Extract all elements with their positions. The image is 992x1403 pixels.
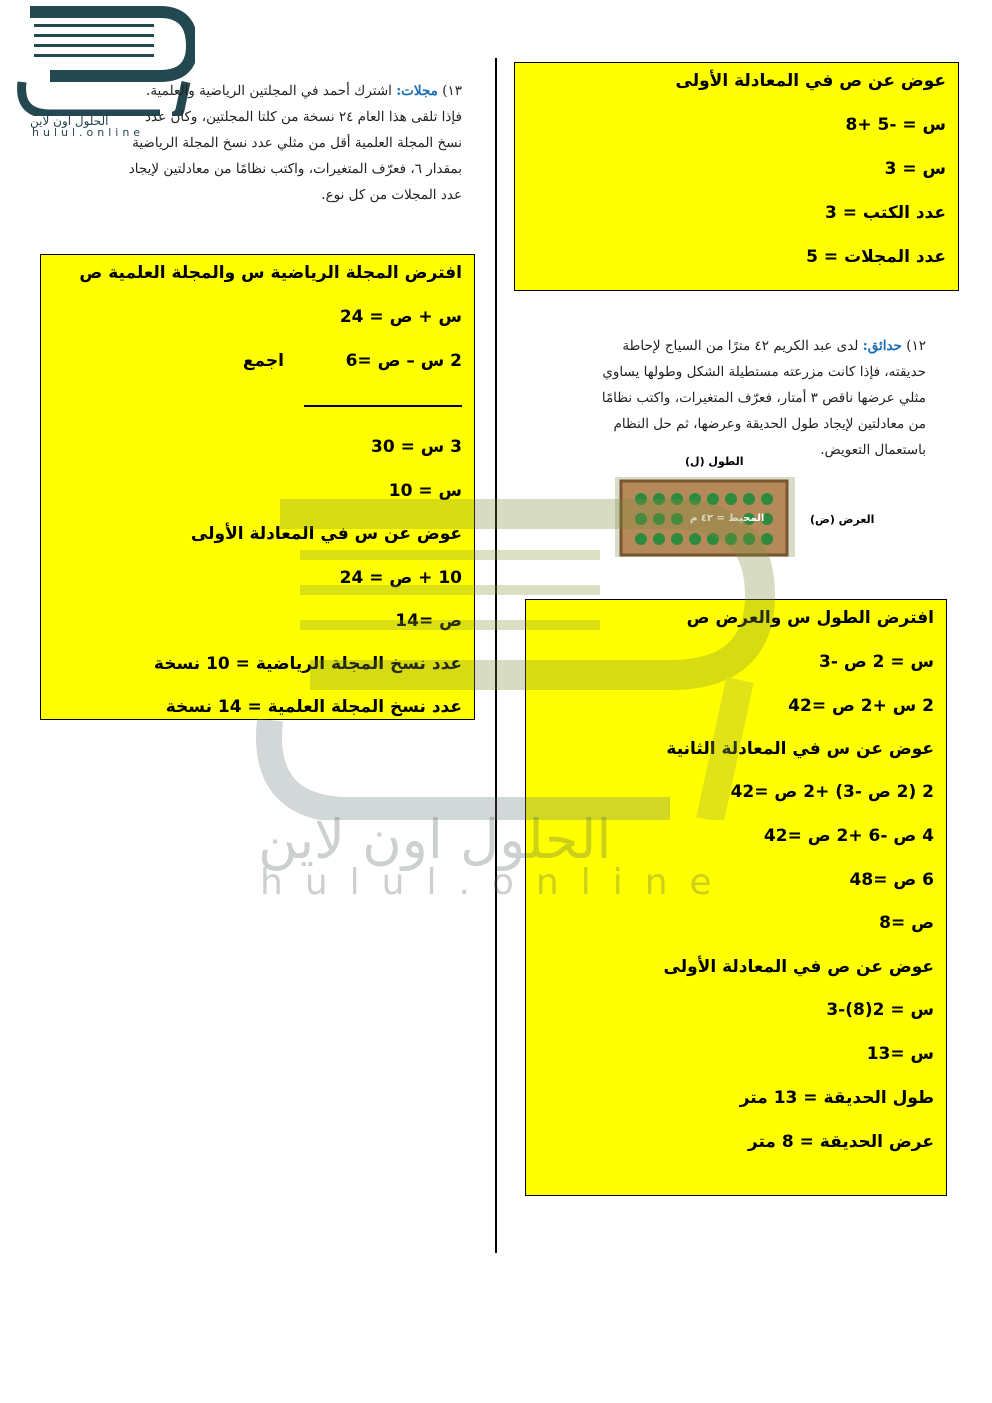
problem-12-label: حدائق: [862, 338, 902, 354]
watermark-domain-text: hulul.online [260, 862, 734, 903]
problem-12-text [548, 333, 926, 463]
answer-line: طول الحديقة = 13 متر [739, 1088, 934, 1108]
answer-line: س =13 [866, 1044, 934, 1064]
answer-line: 10 + ص = 24 [339, 568, 462, 588]
problem-13-text [70, 78, 462, 208]
answer-line: عرض الحديقة = 8 متر [747, 1132, 934, 1152]
watermark-sub-text: الحلول اون لاين [258, 808, 612, 871]
garden-perimeter-label: المحيط = ٤٢ م [690, 513, 765, 524]
answer-line: عدد نسخ المجلة الرياضية = 10 نسخة [153, 654, 462, 674]
answer-line: س = -5 +8 [845, 115, 946, 135]
answer-line: 2 س +2 ص =42 [788, 696, 934, 716]
answer-line: ص =14 [395, 611, 462, 631]
answer-line: 2 س – ص =6 [345, 351, 462, 371]
problem-12-line-5: باستعمال التعويض. [820, 442, 926, 458]
sum-rule-line [304, 405, 462, 407]
garden-length-label: الطول (ل) [685, 455, 744, 468]
problem-13-line-4: بمقدار ٦، فعرّف المتغيرات، واكتب نظامًا من معادلتين لإيجاد [128, 161, 462, 177]
answer-line: ص =8 [879, 913, 934, 933]
problem-12-line-1 [548, 333, 926, 359]
answer-line: افترض المجلة الرياضية س والمجلة العلمية ص [79, 263, 462, 283]
answer-line: س = 3 [884, 159, 946, 179]
problem-13-line-3: نسخ المجلة العلمية أقل من مثلي عدد نسخ المجلة الرياضية [132, 135, 462, 151]
answer-line: عوض عن ص في المعادلة الأولى [663, 957, 934, 977]
logo-sub-text: الحلول اون لاين [30, 114, 109, 128]
answer-box-left [40, 254, 475, 720]
answer-line: عوض عن س في المعادلة الثانية [666, 739, 934, 759]
problem-13-line-1 [70, 78, 462, 104]
answer-line: عوض عن س في المعادلة الأولى [190, 524, 462, 544]
problem-12-number: ١٢) [906, 338, 926, 354]
answer-line: 2 (2 ص -3) +2 ص =42 [730, 782, 934, 802]
garden-figure [595, 455, 905, 580]
side-note-add: اجمع [242, 351, 284, 371]
answer-line: 3 س = 30 [371, 437, 462, 457]
answer-line: عدد الكتب = 3 [824, 203, 946, 223]
logo-domain-text: hulul.online [32, 126, 145, 139]
answer-box-bottom-right [525, 599, 947, 1196]
answer-line: س = 2 ص -3 [819, 652, 934, 672]
answer-box-top-right [514, 62, 959, 291]
problem-12-line-2: حديقته، فإذا كانت مزرعته مستطيلة الشكل وطولها يساوي [602, 364, 926, 380]
problem-12-line-4: من معادلتين لإيجاد طول الحديقة وعرضها، ثم حل النظام [613, 416, 926, 432]
problem-12-text-1: لدى عبد الكريم ٤٢ مترًا من السياج لإحاطة [622, 338, 859, 354]
problem-13-label: مجلات: [396, 83, 438, 99]
answer-line: 4 ص -6 +2 ص =42 [763, 826, 934, 846]
problem-13-line-2: فإذا تلقى هذا العام ٢٤ نسخة من كلتا المجلتين، وكان عدد [145, 109, 462, 125]
problem-13-line-5: عدد المجلات من كل نوع. [321, 187, 462, 203]
column-divider [495, 58, 497, 1253]
answer-line: 6 ص =48 [849, 870, 934, 890]
problem-12-line-3: مثلي عرضها ناقص ٣ أمتار، فعرّف المتغيرات، واكتب نظامًا [601, 390, 926, 406]
answer-line: افترض الطول س والعرض ص [686, 608, 934, 628]
problem-13-number: ١٣) [442, 83, 462, 99]
answer-line: عدد المجلات = 5 [806, 247, 946, 267]
answer-line: س = 2(8)-3 [826, 1000, 934, 1020]
answer-line: عدد نسخ المجلة العلمية = 14 نسخة [165, 697, 462, 717]
garden-width-label: العرض (ض) [810, 513, 875, 526]
problem-13-text-1: اشترك أحمد في المجلتين الرياضية والعلمية. [146, 83, 392, 99]
answer-line: س = 10 [388, 481, 462, 501]
answer-line: س + ص = 24 [339, 307, 462, 327]
answer-line: عوض عن ص في المعادلة الأولى [675, 71, 946, 91]
